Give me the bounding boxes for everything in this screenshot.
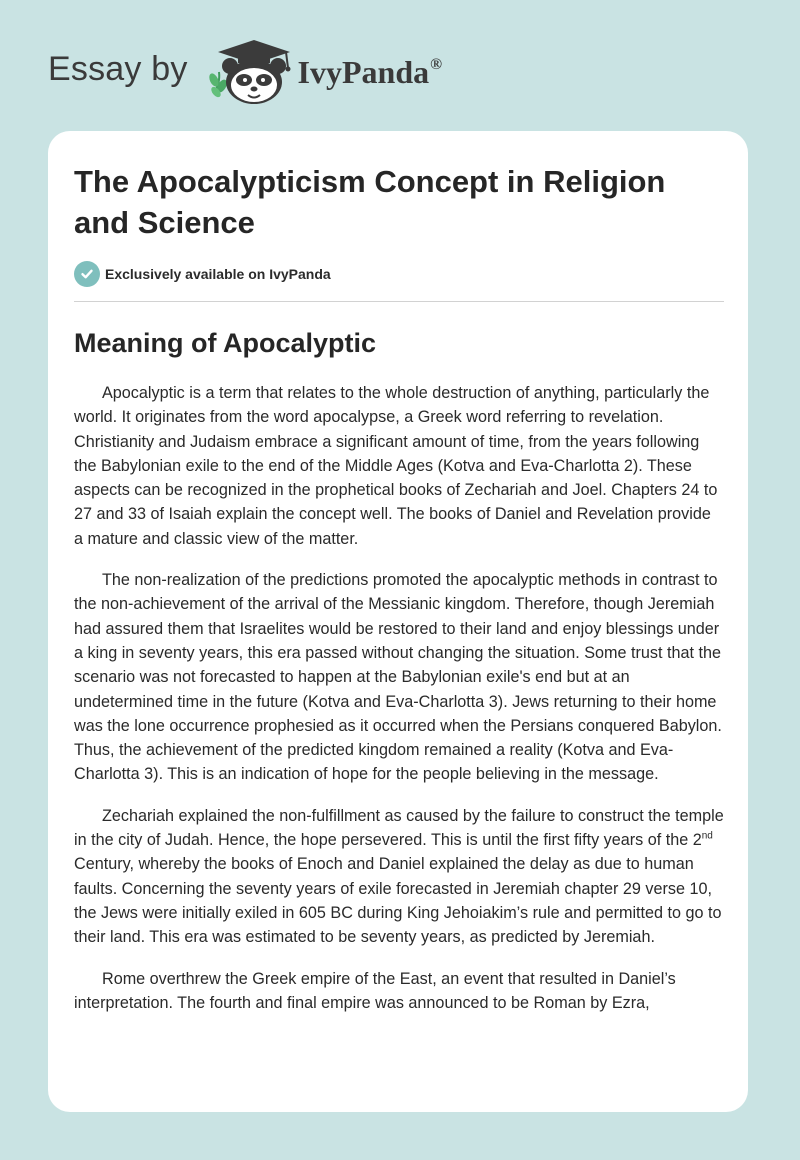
paragraph-4: Rome overthrew the Greek empire of the East, an event that resulted in Daniel’s interpretation. The fourth and final empire was announced to be Roman by Ezra, <box>74 969 676 1012</box>
section-heading: Meaning of Apocalyptic <box>74 328 377 358</box>
ordinal-superscript: nd <box>701 830 713 842</box>
essay-card <box>48 131 748 1112</box>
registered-mark: ® <box>430 55 443 73</box>
essay-body <box>74 381 724 1015</box>
site-header <box>48 36 442 106</box>
exclusive-label: Exclusively available on IvyPanda <box>105 266 331 282</box>
panda-graduate-logo-icon[interactable] <box>208 36 292 106</box>
paragraph-3-part-2: Century, whereby the books of Enoch and Daniel explained the delay as due to human faults. Concerning the seventy years of exile forecasted in Jeremiah chapter 29 verse 10, the Jews were initially exiled in 605 BC during King Jehoiakim’s rule and permitted to go to their land. This era was estimated to be seventy years, as predicted by Jeremiah. <box>74 855 722 947</box>
paragraph-1: Apocalyptic is a term that relates to the whole destruction of anything, particularly the world. It originates from the word apocalypse, a Greek word referring to revelation. Christianity and Judaism embrace a significant amount of time, from the years following the Babylonian exile to the end of the Middle Ages (Kotva and Eva-Charlotta 2). These aspects can be recognized in the prophetical books of Zechariah and Joel. Chapters 24 to 27 and 33 of Isaiah explain the concept well. The books of Daniel and Revelation provide a mature and classic view of the matter. <box>74 384 718 548</box>
essay-by-label: Essay by <box>48 49 188 88</box>
paragraph-3 <box>74 804 724 950</box>
divider <box>74 301 724 302</box>
essay-content <box>74 161 724 1032</box>
exclusive-badge <box>74 260 724 288</box>
paragraph-2: The non-realization of the predictions promoted the apocalyptic methods in contrast to the non-achievement of the arrival of the Messianic kingdom. Therefore, though Jeremiah had assured them that Israelites would be restored to their land and enjoy blessings under a king in seventy years, this era passed without changing the situation. Some trust that the scenario was not forecasted to happen at the Babylonian exile's end but at an undetermined time in the future (Kotva and Eva-Charlotta 3). Jews returning to their home was the lone occurrence prophesied as it occurred when the Persians conquered Babylon. Thus, the achievement of the predicted kingdom remained a reality (Kotva and Eva-Charlotta 3). This is an indication of hope for the people believing in the message. <box>74 571 722 784</box>
paragraph-3-part-1: Zechariah explained the non-fulfillment as caused by the failure to construct the temple in the city of Judah. Hence, the hope persevered. This is until the first fifty years of the 2 <box>74 806 724 850</box>
brand-text: IvyPanda <box>297 53 430 90</box>
brand-name[interactable] <box>298 54 443 91</box>
page-title: The Apocalypticism Concept in Religion and Science <box>74 164 666 240</box>
check-circle-icon <box>74 261 100 287</box>
